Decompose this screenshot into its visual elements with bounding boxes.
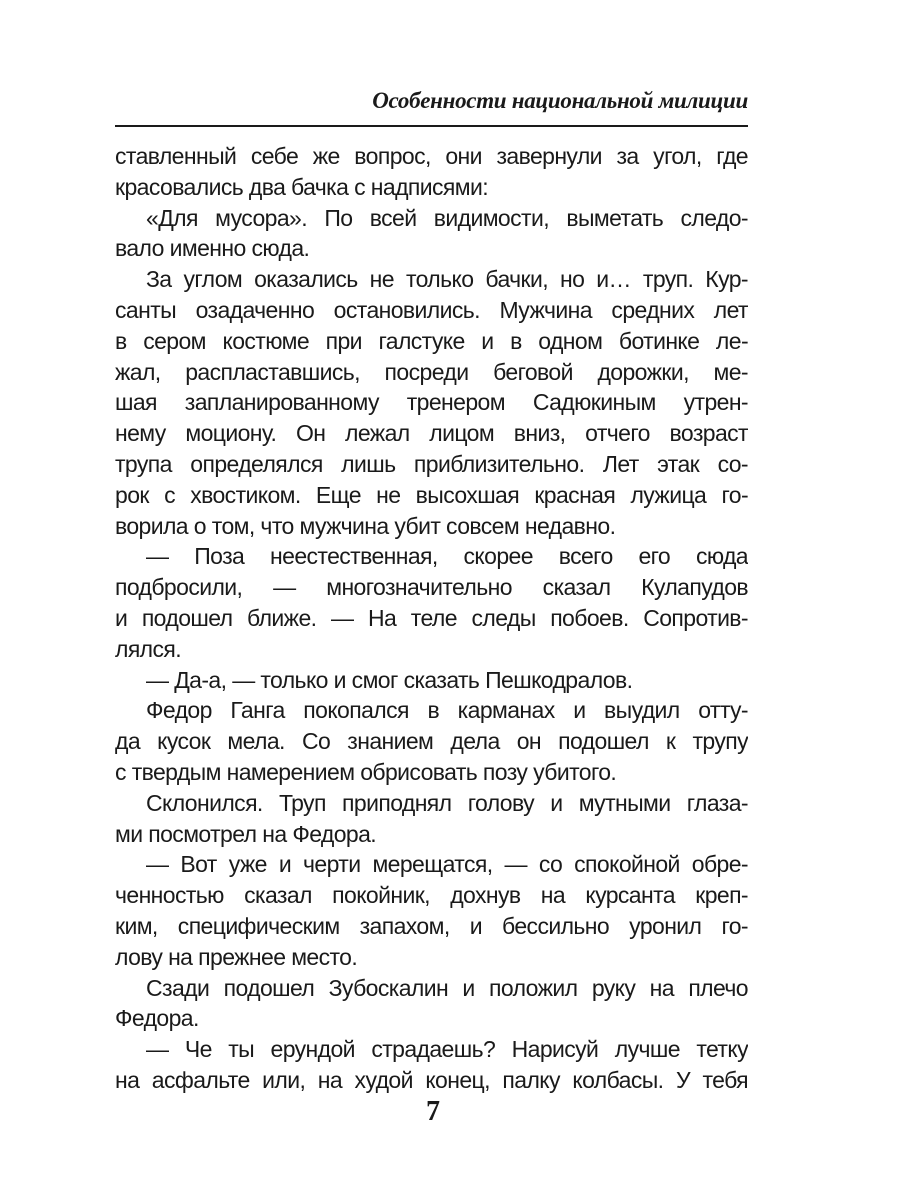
paragraph (115, 203, 748, 265)
text-line: — Вот уже и черти мерещатся, — со спокойной обре- (146, 851, 748, 878)
page-number: 7 (426, 1096, 440, 1127)
text-line: «Для мусора». По всей видимости, выметать следо- (146, 204, 748, 231)
page-body-text (115, 141, 748, 1096)
paragraph (115, 1034, 748, 1096)
text-line: Федор Ганга покопался в карманах и выудил отту- (146, 697, 748, 724)
text-line: — Поза неестественная, скорее всего его сюда (146, 543, 748, 570)
text-line: За углом оказались не только бачки, но и… труп. Кур- (146, 266, 748, 293)
text-line: лялся. (115, 635, 182, 662)
paragraph (115, 849, 748, 972)
text-line: шая запланированному тренером Садюкиным утрен- (115, 389, 748, 416)
text-line: ми посмотрел на Федора. (115, 820, 377, 847)
text-line: Сзади подошел Зубоскалин и положил руку на плечо (146, 974, 748, 1001)
text-line: подбросили, — многозначительно сказал Кулапудов (115, 574, 748, 601)
text-line: вало именно сюда. (115, 235, 310, 262)
paragraph (115, 695, 748, 787)
paragraph (115, 665, 748, 696)
text-line: Склонился. Труп приподнял голову и мутными глаза- (146, 789, 748, 816)
text-line: с твердым намерением обрисовать позу убитого. (115, 758, 617, 785)
paragraph (115, 141, 748, 203)
text-line: ким, специфическим запахом, и бессильно уронил го- (115, 912, 748, 939)
text-line: — Да-а, — только и смог сказать Пешкодралов. (146, 666, 633, 693)
header-rule (115, 125, 748, 127)
text-line: Федора. (115, 1005, 199, 1032)
text-line: жал, распластавшись, посреди беговой дорожки, ме- (115, 358, 748, 385)
text-line: ворила о том, что мужчина убит совсем недавно. (115, 512, 616, 539)
text-line: красовались два бачка с надписями: (115, 173, 489, 200)
text-line: нему моциону. Он лежал лицом вниз, отчего возраст (115, 420, 748, 447)
text-line: трупа определялся лишь приблизительно. Лет этак со- (115, 450, 748, 477)
text-line: в сером костюме при галстуке и в одном ботинке ле- (115, 327, 748, 354)
text-line: ставленный себе же вопрос, они завернули за угол, где (115, 143, 748, 169)
text-line: рок с хвостиком. Еще не высохшая красная лужица го- (115, 481, 748, 508)
text-line: лову на прежнее место. (115, 943, 358, 970)
paragraph (115, 264, 748, 541)
text-line: да кусок мела. Со знанием дела он подошел к трупу (115, 728, 748, 755)
text-line: ченностью сказал покойник, дохнув на курсанта креп- (115, 882, 748, 909)
text-line: — Че ты ерундой страдаешь? Нарисуй лучше тетку (146, 1036, 748, 1063)
paragraph (115, 788, 748, 850)
text-line: на асфальте или, на худой конец, палку колбасы. У тебя (115, 1066, 748, 1093)
running-header: Особенности национальной милиции (372, 88, 748, 113)
paragraph (115, 541, 748, 664)
text-line: санты озадаченно остановились. Мужчина средних лет (115, 296, 748, 323)
paragraph (115, 973, 748, 1035)
text-line: и подошел ближе. — На теле следы побоев. Сопротив- (115, 604, 748, 631)
